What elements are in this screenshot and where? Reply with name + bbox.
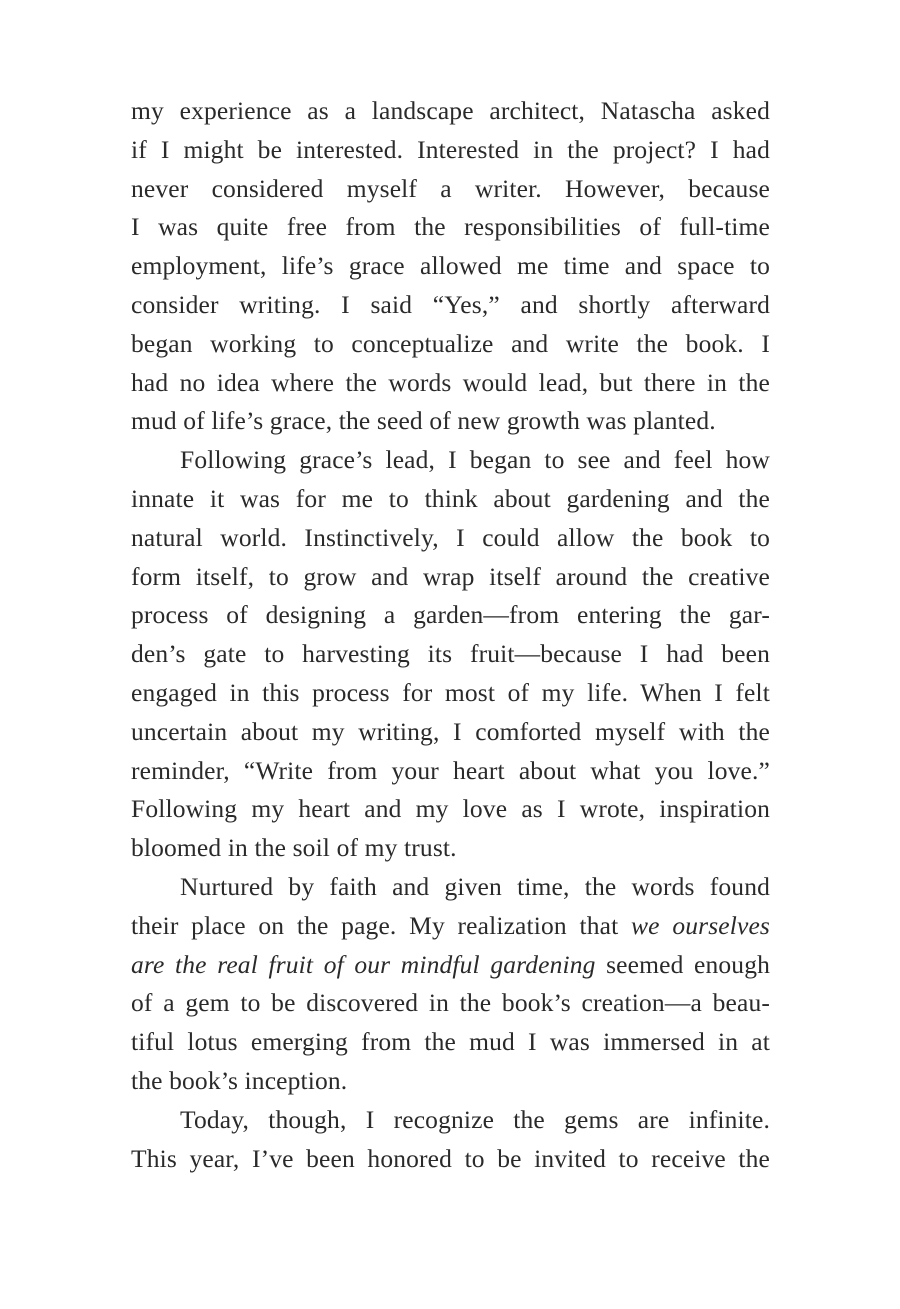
text-line bbox=[131, 946, 770, 985]
text-line: I was quite free from the responsibilities of full-time bbox=[131, 212, 770, 242]
text-line: if I might be interested. Interested in the project? I had bbox=[131, 134, 770, 164]
text-run: their place on the page. My realization that bbox=[131, 910, 632, 940]
text-line: employment, life’s grace allowed me time and space to bbox=[131, 251, 770, 281]
text-line: Following grace’s lead, I began to see and feel how bbox=[180, 445, 770, 475]
text-line: the book’s inception. bbox=[131, 1065, 348, 1095]
text-line: form itself, to grow and wrap itself around the creative bbox=[131, 561, 770, 591]
text-line: innate it was for me to think about gardening and the bbox=[131, 483, 770, 513]
text-line: den’s gate to harvesting its fruit—because I had been bbox=[131, 639, 770, 669]
text-line: Following my heart and my love as I wrote, inspiration bbox=[131, 794, 770, 824]
text-line: mud of life’s grace, the seed of new growth was planted. bbox=[131, 406, 716, 436]
text-line: natural world. Instinctively, I could allow the book to bbox=[131, 522, 770, 552]
text-line: Nurtured by faith and given time, the words found bbox=[180, 871, 770, 901]
text-line: reminder, “Write from your heart about what you love.” bbox=[131, 755, 770, 785]
paragraph-3 bbox=[131, 868, 770, 1101]
paragraph-4 bbox=[131, 1101, 770, 1179]
text-line: never considered myself a writer. However, because bbox=[131, 173, 770, 203]
italic-text: are the real fruit of our mindful gardening bbox=[131, 949, 596, 979]
text-run: seemed enough bbox=[595, 949, 770, 979]
body-text bbox=[131, 92, 770, 1178]
text-line bbox=[131, 907, 770, 946]
text-line: tiful lotus emerging from the mud I was immersed in at bbox=[131, 1027, 770, 1057]
paragraph-1 bbox=[131, 92, 770, 441]
text-line: my experience as a landscape architect, Natascha asked bbox=[131, 96, 770, 125]
text-line: consider writing. I said “Yes,” and shortly afterward bbox=[131, 289, 770, 319]
text-line: uncertain about my writing, I comforted myself with the bbox=[131, 716, 770, 746]
text-line: bloomed in the soil of my trust. bbox=[131, 833, 457, 863]
text-line: Today, though, I recognize the gems are infinite. bbox=[180, 1104, 770, 1134]
text-line: began working to conceptualize and write the book. I bbox=[131, 328, 770, 358]
text-line: process of designing a garden—from entering the gar- bbox=[131, 600, 770, 630]
text-line: of a gem to be discovered in the book’s creation—a beau- bbox=[131, 988, 770, 1018]
text-line: This year, I’ve been honored to be invited to receive the bbox=[131, 1143, 770, 1173]
paragraph-2 bbox=[131, 441, 770, 868]
text-line: had no idea where the words would lead, but there in the bbox=[131, 367, 770, 397]
text-line: engaged in this process for most of my life. When I felt bbox=[131, 677, 770, 707]
italic-text: we ourselves bbox=[631, 910, 770, 940]
